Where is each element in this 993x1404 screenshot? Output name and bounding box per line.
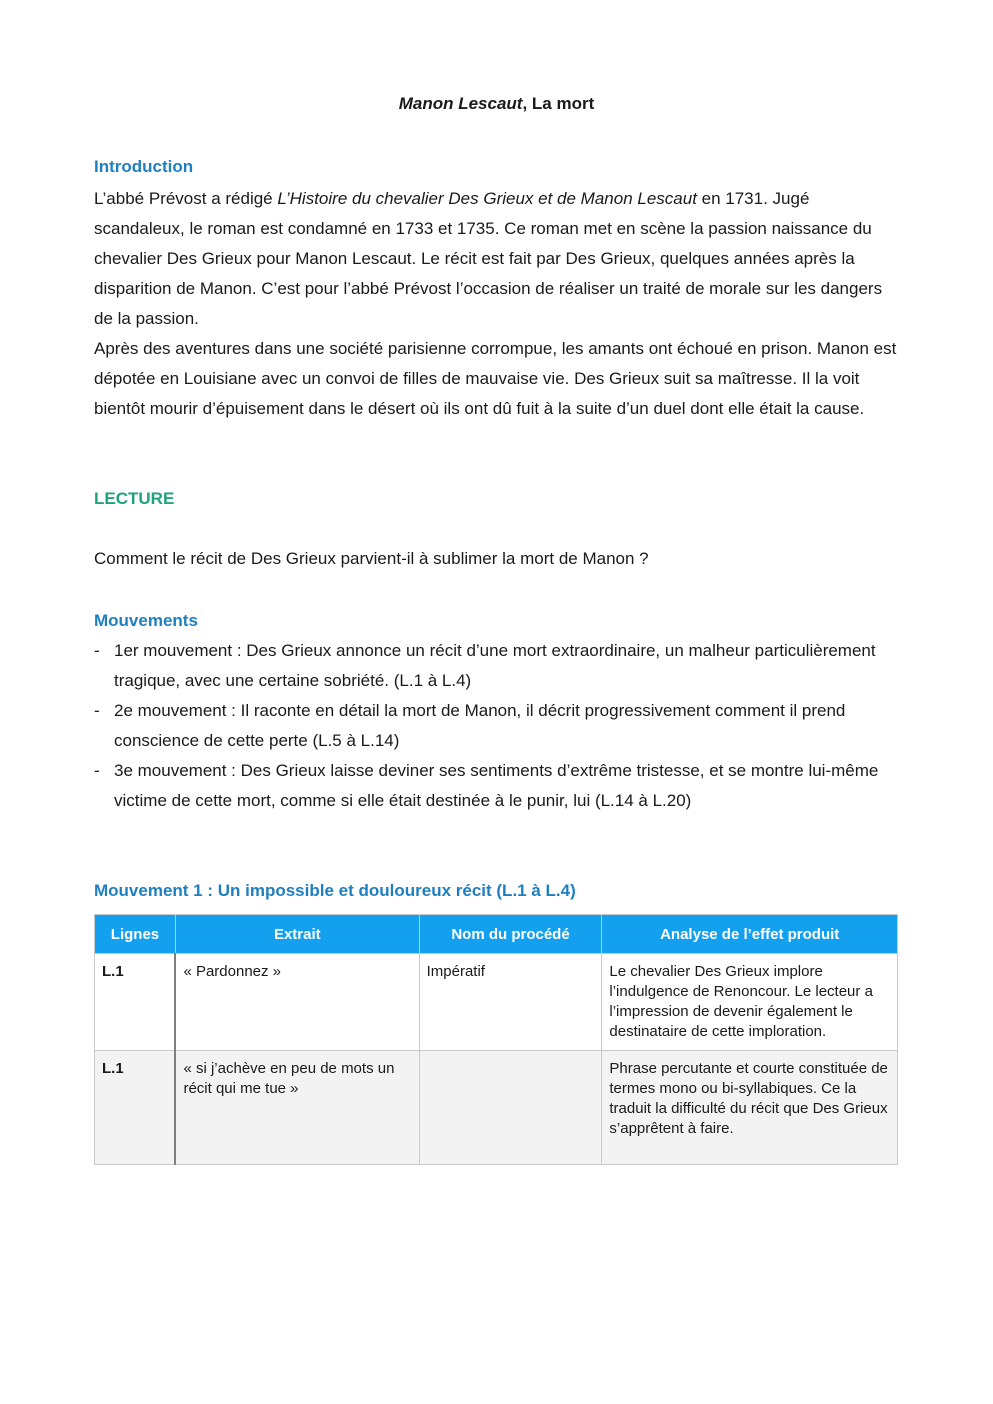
- cell-lignes: L.1: [95, 954, 176, 1051]
- lecture-heading-text: LECTURE: [94, 489, 175, 508]
- cell-procede: [419, 1051, 602, 1165]
- header-extrait: Extrait: [175, 915, 419, 954]
- table-row: [95, 1051, 898, 1165]
- cell-extrait: « Pardonnez »: [175, 954, 419, 1051]
- analysis-table: [94, 914, 898, 1165]
- mouvements-section: [94, 609, 899, 816]
- title-rest: , La mort: [522, 94, 595, 113]
- header-analyse: Analyse de l’effet produit: [602, 915, 898, 954]
- list-item-text: 1er mouvement : Des Grieux annonce un récit d’une mort extraordinaire, un malheur particulièrement tragique, avec une certaine sobriété. (L.1 à L.4): [114, 641, 876, 690]
- title-italic: Manon Lescaut: [398, 94, 523, 113]
- list-item-text: 3e mouvement : Des Grieux laisse deviner ses sentiments d’extrême tristesse, et se montre lui-même victime de cette mort, comme si elle était destinée à le punir, lui (L.14 à L.20): [114, 761, 879, 810]
- introduction-paragraph-1: [94, 184, 899, 334]
- list-item: [94, 756, 899, 816]
- header-procede: Nom du procédé: [419, 915, 602, 954]
- table-row: [95, 954, 898, 1051]
- cell-extrait: « si j’achève en peu de mots un récit qui me tue »: [175, 1051, 419, 1165]
- intro-p1-end: en 1731. Jugé scandaleux, le roman est condamné en 1733 et 1735. Ce roman met en scène la passion naissance du chevalier Des Grieux pour Manon Lescaut. Le récit est fait par Des Grieux, quelques années après la disparition de Manon. C’est pour l’abbé Prévost l’occasion de réaliser un traité de morale sur les dangers de la passion.: [94, 189, 883, 328]
- list-bullet: -: [94, 641, 100, 660]
- cell-analyse: Le chevalier Des Grieux implore l’indulgence de Renoncour. Le lecteur a l’impression de devenir également le destinataire de cette imploration.: [602, 954, 898, 1051]
- mouvement1-heading-block: [94, 879, 899, 903]
- mouvement1-heading: Mouvement 1 : Un impossible et douloureux récit (L.1 à L.4): [94, 881, 576, 900]
- list-item-text: 2e mouvement : Il raconte en détail la mort de Manon, il décrit progressivement comment il prend conscience de cette perte (L.5 à L.14): [114, 701, 846, 750]
- document-title: [94, 94, 899, 114]
- lecture-question-block: [94, 544, 899, 574]
- intro-p1-book-title: L’Histoire du chevalier Des Grieux et de Manon Lescaut: [277, 189, 697, 208]
- lecture-question: Comment le récit de Des Grieux parvient-il à sublimer la mort de Manon ?: [94, 549, 649, 568]
- header-lignes: Lignes: [95, 915, 176, 954]
- lecture-heading: [94, 487, 899, 511]
- introduction-paragraph-2: Après des aventures dans une société parisienne corrompue, les amants ont échoué en prison. Manon est dépotée en Louisiane avec un convoi de filles de mauvaise vie. Des Grieux suit sa maîtresse. Il la voit bientôt mourir d’épuisement dans le désert où ils ont dû fuit à la suite d’un duel dont elle était la cause.: [94, 339, 897, 418]
- mouvements-list: [94, 636, 899, 816]
- cell-analyse: Phrase percutante et courte constituée de termes mono ou bi-syllabiques. Ce la traduit la difficulté du récit que Des Grieux s’apprêtent à faire.: [602, 1051, 898, 1165]
- list-item: [94, 636, 899, 696]
- introduction-section: [94, 155, 899, 424]
- mouvements-heading: Mouvements: [94, 611, 198, 630]
- list-item: [94, 696, 899, 756]
- cell-lignes: L.1: [95, 1051, 176, 1165]
- list-bullet: -: [94, 701, 100, 720]
- cell-procede: Impératif: [419, 954, 602, 1051]
- table-header-row: [95, 915, 898, 954]
- intro-p1-start: L’abbé Prévost a rédigé: [94, 189, 278, 208]
- list-bullet: -: [94, 761, 100, 780]
- introduction-heading: Introduction: [94, 157, 194, 176]
